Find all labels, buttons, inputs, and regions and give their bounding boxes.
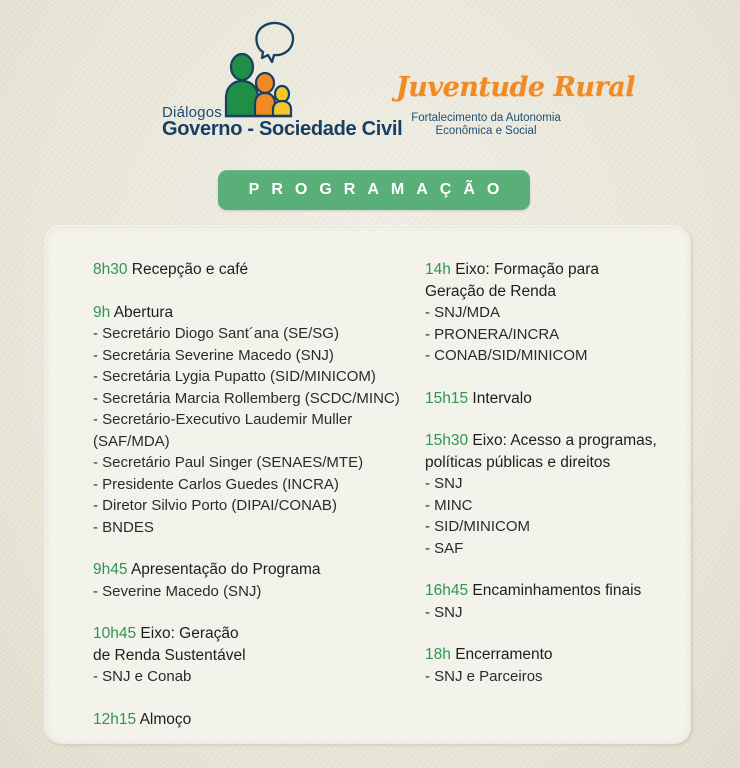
schedule-event [93, 559, 383, 602]
schedule-event [425, 580, 690, 623]
schedule-event [93, 302, 400, 539]
event-heading [93, 709, 383, 731]
event-heading [425, 644, 690, 666]
event-participant: - SNJ e Parceiros [425, 667, 543, 685]
event-participant: - SNJ/MDA [425, 304, 500, 321]
event-title: Geração de Renda [425, 282, 556, 300]
event-title: Eixo: Acesso a programas, [472, 432, 657, 449]
schedule-event [93, 623, 383, 688]
event-time: 15h30 [425, 432, 469, 449]
people-speech-bubble-icon [222, 20, 298, 118]
event-participant: - CONAB/SID/MINICOM [425, 347, 588, 364]
event-participant: - MINC [425, 496, 473, 514]
event-title: Encerramento [455, 646, 553, 663]
event-time: 12h15 [93, 710, 137, 728]
event-heading [93, 302, 383, 324]
event-participant: - Secretária Marcia Rollemberg (SCDC/MINC) [93, 389, 400, 407]
event-title: Encaminhamentos finais [472, 582, 642, 599]
event-title: Intervalo [472, 389, 532, 407]
event-heading [93, 623, 383, 645]
event-title: Abertura [113, 303, 174, 321]
event-title: Recepção e café [131, 261, 249, 278]
event-time: 9h45 [93, 561, 128, 578]
event-participant: - Secretária Severine Macedo (SNJ) [93, 346, 334, 364]
schedule-column-left [93, 259, 400, 751]
logo-juventude-title: Juventude Rural [396, 72, 636, 103]
event-participant: - BNDES [93, 518, 154, 536]
schedule-event [93, 709, 383, 731]
event-heading [93, 259, 383, 281]
event-heading-continuation [93, 645, 383, 667]
logo-juventude-subtitle-line2: Econômica e Social [435, 125, 537, 137]
event-time: 15h15 [425, 389, 469, 407]
event-participant: - Presidente Carlos Guedes (INCRA) [93, 475, 339, 493]
event-participant: - Secretário Paul Singer (SENAES/MTE) [93, 454, 364, 471]
event-heading [93, 559, 383, 581]
logo-dialogos-big-text: Governo - Sociedade Civil [162, 118, 403, 140]
event-heading [425, 430, 690, 452]
event-title: Almoço [139, 710, 192, 728]
schedule-card [45, 226, 691, 744]
schedule-event [425, 388, 690, 410]
event-participant: - Severine Macedo (SNJ) [93, 582, 262, 600]
event-participant: (SAF/MDA) [93, 432, 170, 450]
event-heading-continuation [425, 452, 690, 474]
event-title: políticas públicas e direitos [425, 453, 611, 471]
logo-juventude-rural [394, 72, 636, 142]
event-heading [425, 259, 690, 281]
schedule-event [425, 259, 690, 367]
event-heading [425, 580, 690, 602]
event-title: Apresentação do Programa [130, 561, 321, 578]
event-participant: - SID/MINICOM [425, 518, 530, 535]
event-participant: - SAF [425, 539, 464, 557]
event-participant: - SNJ e Conab [93, 668, 192, 685]
event-participant: - SNJ [425, 603, 463, 621]
event-participant: - Secretária Lygia Pupatto (SID/MINICOM) [93, 368, 376, 385]
event-heading-continuation [425, 281, 690, 303]
event-participant: - Secretário Diogo Sant´ana (SE/SG) [93, 325, 339, 342]
event-time: 9h [93, 303, 111, 321]
schedule-event [425, 430, 690, 559]
event-time: 10h45 [93, 625, 137, 642]
event-participant: - Diretor Silvio Porto (DIPAI/CONAB) [93, 497, 337, 514]
logo-dialogos-governo-sociedade-civil [162, 20, 403, 140]
event-heading [425, 388, 690, 410]
event-participant: - PRONERA/INCRA [425, 325, 560, 343]
event-title: Eixo: Geração [140, 625, 239, 642]
event-participant: - Secretário-Executivo Laudemir Muller [93, 411, 353, 428]
event-time: 8h30 [93, 261, 128, 278]
schedule-event [425, 644, 690, 687]
event-title: de Renda Sustentável [93, 646, 246, 664]
event-time: 14h [425, 261, 451, 278]
event-participant: - SNJ [425, 475, 463, 492]
programacao-banner [218, 170, 530, 210]
event-title: Eixo: Formação para [455, 261, 600, 278]
schedule-event [93, 259, 383, 281]
event-time: 16h45 [425, 582, 469, 599]
logo-dialogos-small-text: Diálogos [162, 104, 222, 121]
schedule-column-right [425, 259, 690, 708]
programacao-banner-label: PROGRAMAÇÃO [248, 181, 512, 198]
logo-juventude-subtitle-line1: Fortalecimento da Autonomia [411, 112, 561, 124]
event-time: 18h [425, 646, 451, 663]
logo-juventude-subtitle [394, 112, 578, 138]
